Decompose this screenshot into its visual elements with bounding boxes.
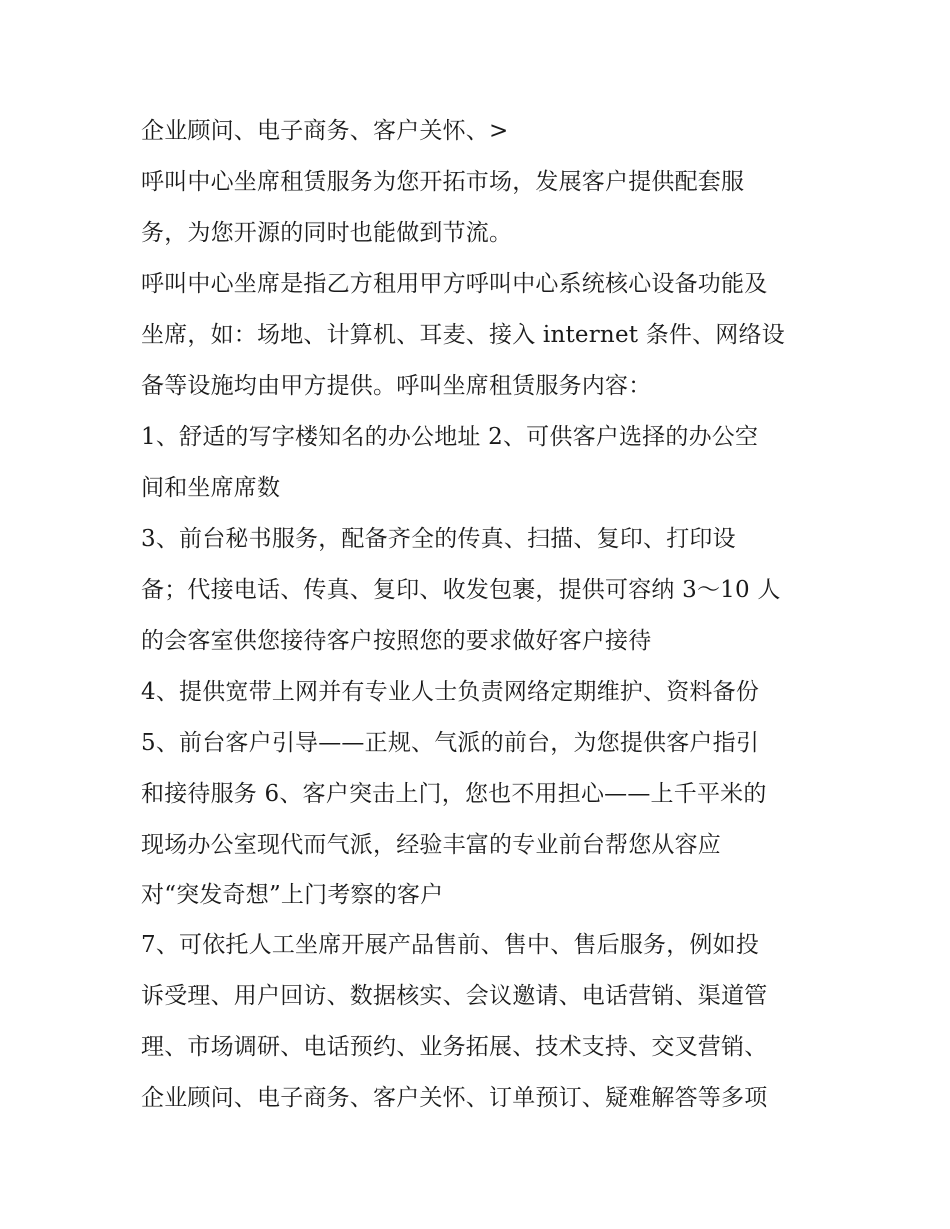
text-line: 对“突发奇想”上门考察的客户 [141, 882, 444, 908]
text-line: 理、市场调研、电话预约、业务拓展、技术支持、交叉营销、 [141, 1034, 768, 1060]
text-line: 呼叫中心坐席是指乙方租用甲方呼叫中心系统核心设备功能及 [141, 271, 768, 297]
text-line: 备；代接电话、传真、复印、收发包裹，提供可容纳 3～10 人 [141, 577, 781, 603]
text-line: 企业顾问、电子商务、客户关怀、订单预订、疑难解答等多项 [141, 1085, 768, 1111]
document-body [141, 106, 821, 1124]
text-line: 备等设施均由甲方提供。呼叫坐席租赁服务内容： [141, 373, 652, 399]
text-line: 现场办公室现代而气派，经验丰富的专业前台帮您从容应 [141, 832, 721, 858]
text-line: 坐席，如：场地、计算机、耳麦、接入 internet 条件、网络设 [141, 322, 785, 348]
text-line: 5、前台客户引导——正规、气派的前台，为您提供客户指引 [141, 730, 760, 756]
text-line: 7、可依托人工坐席开展产品售前、售中、售后服务，例如投 [141, 932, 760, 958]
text-line: 的会客室供您接待客户按照您的要求做好客户接待 [141, 628, 652, 654]
text-line: 1、舒适的写字楼知名的办公地址 2、可供客户选择的办公空 [141, 424, 759, 450]
text-line: 4、提供宽带上网并有专业人士负责网络定期维护、资料备份 [141, 679, 760, 705]
text-line: 和接待服务 6、客户突击上门，您也不用担心——上千平米的 [141, 781, 767, 807]
text-line: 间和坐席席数 [141, 475, 281, 501]
text-line: 3、前台秘书服务，配备齐全的传真、扫描、复印、打印设 [141, 526, 736, 552]
text-line: 企业顾问、电子商务、客户关怀、> [141, 118, 509, 144]
text-line: 务，为您开源的同时也能做到节流。 [141, 220, 513, 246]
text-line: 诉受理、用户回访、数据核实、会议邀请、电话营销、渠道管 [141, 983, 768, 1009]
text-line: 呼叫中心坐席租赁服务为您开拓市场，发展客户提供配套服 [141, 169, 745, 195]
